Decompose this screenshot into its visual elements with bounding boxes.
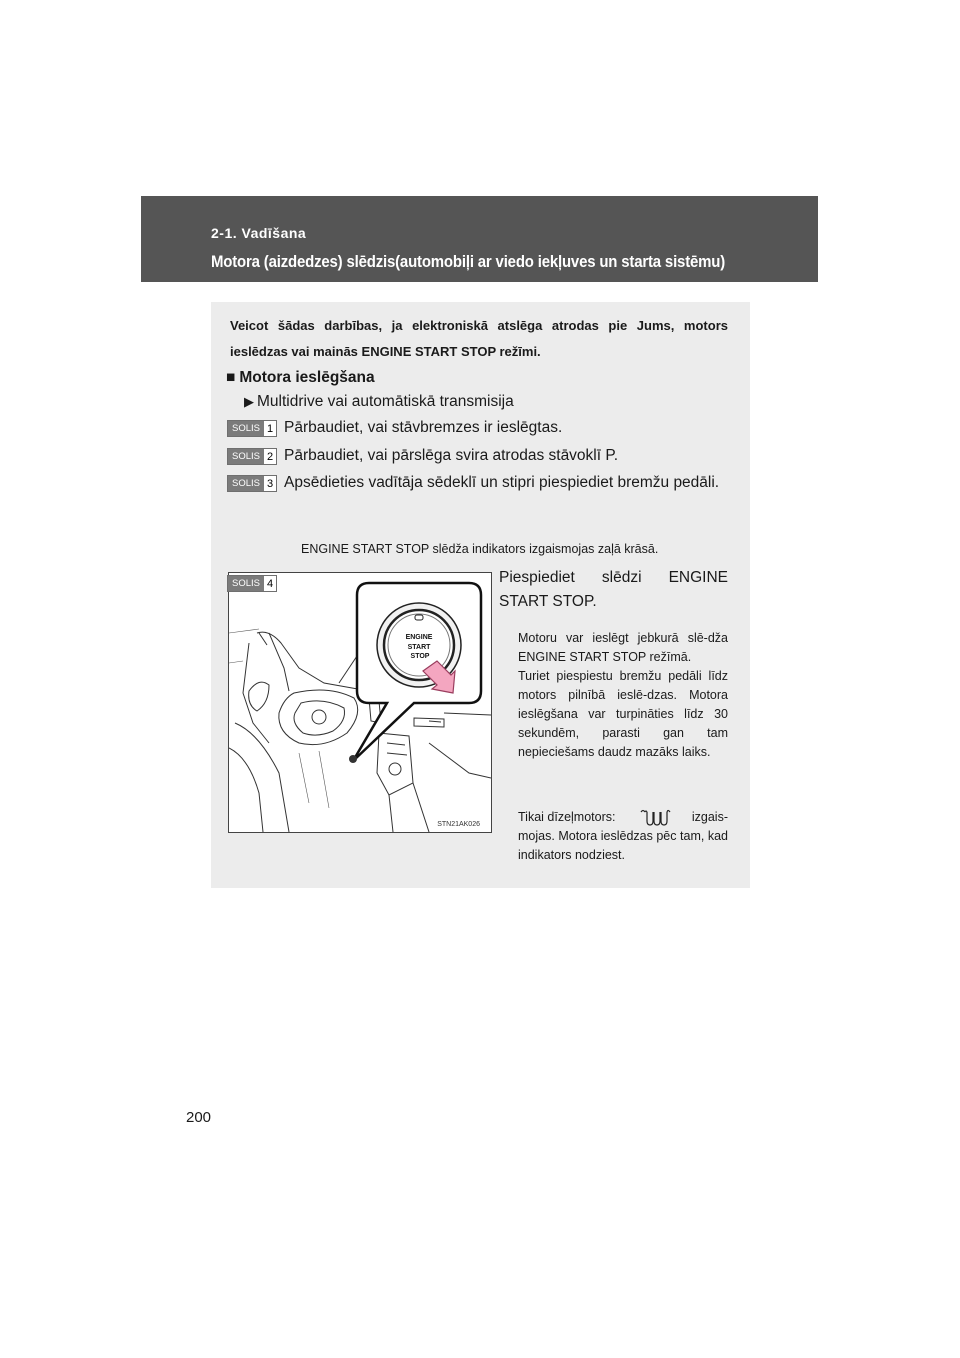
section-heading — [226, 369, 375, 387]
step-badge-label: SOLIS — [228, 421, 264, 436]
step4-note-2: Turiet piespiestu bremžu pedāli līdz motors pilnībā ieslē-dzas. Motora ieslēgšana var turpināties līdz 30 sekundēm, parasti gan tam nepieciešams daudz mazāks laiks. — [518, 669, 728, 759]
step-badge-label: SOLIS — [228, 476, 264, 491]
illustration-code: STN21AK026 — [437, 821, 480, 828]
step-text-1: Pārbaudiet, vai stāvbremzes ir ieslēgtas. — [284, 419, 563, 436]
page-number: 200 — [186, 1109, 212, 1126]
black-square-icon: ■ — [226, 369, 236, 386]
step4-note-3-mid: izgais- — [691, 810, 728, 824]
step-badge-number: 3 — [264, 476, 276, 491]
step4-note-3 — [518, 808, 728, 865]
step-badge-label: SOLIS — [228, 576, 264, 591]
step-badge-2 — [227, 448, 277, 465]
step-badge-label: SOLIS — [228, 449, 264, 464]
page-title: Motora (aizdedzes) slēdzis(automobiļi ar viedo iekļuves un starta sistēmu) — [211, 252, 726, 271]
step-text-3: Apsēdieties vadītāja sēdeklī un stipri piespiediet bremžu pedāli. — [284, 474, 720, 491]
dashboard-drawing — [229, 573, 491, 832]
step-text-4: Piespiediet slēdzi ENGINE START STOP. — [499, 569, 728, 610]
button-label-engine: ENGINE — [405, 634, 433, 641]
step-badge-number: 1 — [264, 421, 276, 436]
heading-text: Motora ieslēgšana — [239, 369, 375, 386]
step-badge-4 — [227, 575, 277, 592]
step4-note-3-start: Tikai dīzeļmotors: — [518, 810, 616, 824]
step4-notes — [518, 629, 728, 762]
subtitle-text: Multidrive vai automātiskā transmisija — [257, 393, 514, 410]
step-badge-number: 4 — [264, 576, 276, 591]
header-band — [141, 196, 818, 282]
button-label-start: START — [407, 644, 431, 651]
step4-note-3-rest: mojas. Motora ieslēdzas pēc tam, kad indikators nodziest. — [518, 829, 728, 862]
button-label-stop: STOP — [410, 653, 430, 660]
step-badge-1 — [227, 420, 277, 437]
step-text-2: Pārbaudiet, vai pārslēga svira atrodas stāvoklī P. — [284, 447, 619, 464]
step3-note: ENGINE START STOP slēdža indikators izgaismojas zaļā krāsā. — [301, 542, 659, 556]
glow-plug-indicator-icon — [637, 808, 671, 827]
content-box — [211, 302, 750, 888]
step4-note-1: Motoru var ieslēgt jebkurā slē-dža ENGINE START STOP režīmā. — [518, 631, 728, 664]
subtitle — [244, 393, 514, 411]
step-badge-3 — [227, 475, 277, 492]
dashboard-illustration — [228, 572, 492, 833]
intro-text: Veicot šādas darbības, ja elektroniskā atslēga atrodas pie Jums, motors ieslēdzas vai mainās ENGINE START STOP režīmi. — [230, 318, 728, 359]
triangle-right-icon: ▶ — [244, 394, 254, 409]
section-label: 2-1. Vadīšana — [211, 225, 307, 241]
step-badge-number: 2 — [264, 449, 276, 464]
